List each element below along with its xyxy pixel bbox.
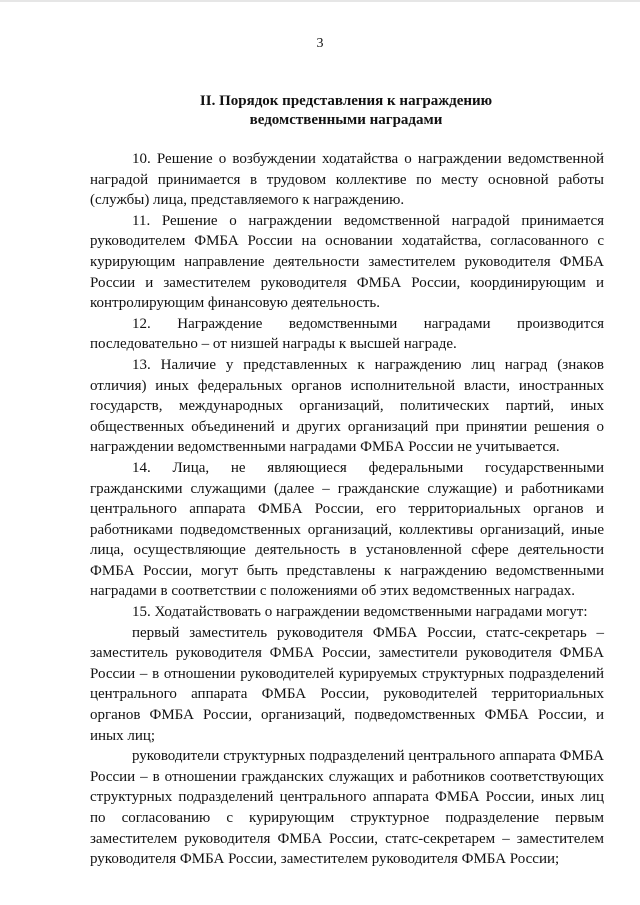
paragraph-10: 10. Решение о возбуждении ходатайства о награждении ведомственной наградой принимается в трудовом коллективе по месту основной работы (службы) лица, представляемого к награждению. (90, 151, 604, 209)
document-body (90, 149, 604, 870)
section-heading (90, 92, 602, 130)
list-item-department-heads: руководители структурных подразделений центрального аппарата ФМБА России – в отношении гражданских служащих и работников соответствующих структурных подразделений центрального аппарата ФМБА России, иных лиц по согласованию с курирующим структурное подразделение первым заместителем руководителя ФМБА России, статс-секретарем – заместителем руководителя ФМБА России, заместителем руководителя ФМБА России; (90, 748, 604, 868)
scan-edge (0, 0, 640, 2)
paragraph-14: 14. Лица, не являющиеся федеральными государственными гражданскими служащими (далее – гражданские служащие) и работниками центрального аппарата ФМБА России, его территориальных органов и работниками подведомственных организаций, коллективы организаций, иные лица, осуществляющие деятельность в установленной сфере деятельности ФМБА России, могут быть представлены к награждению ведомственными наградами в соответствии с положениями об этих ведомственных наградах. (90, 459, 604, 600)
paragraph-11: 11. Решение о награждении ведомственной наградой принимается руководителем ФМБА России на основании ходатайства, согласованного с курирующим направление деятельности заместителем руководителя ФМБА России и заместителем руководителя ФМБА России, координирующим и контролирующим финансовую деятельность. (90, 212, 604, 312)
paragraph-15: 15. Ходатайствовать о награждении ведомственными наградами могут: (132, 604, 588, 621)
section-title-line-1: II. Порядок представления к награждению (199, 93, 493, 109)
paragraph-12: 12. Награждение ведомственными наградами производится последовательно – от низшей награды к высшей награде. (90, 315, 604, 353)
page-number: 3 (316, 36, 324, 51)
section-title-line-2: ведомственными наградами (249, 112, 443, 128)
list-item-first-deputy: первый заместитель руководителя ФМБА России, статс-секретарь – заместитель руководителя ФМБА России, заместители руководителя ФМБА России – в отношении руководителей курируемых структурных подразделений центрального аппарата ФМБА России, руководителей территориальных органов ФМБА России, организаций, подведомственных ФМБА России, и иных лиц; (90, 624, 604, 744)
paragraph-13: 13. Наличие у представленных к награждению лиц наград (знаков отличия) иных федеральных органов исполнительной власти, иностранных государств, международных организаций, политических партий, иных общественных объединений и других организаций при принятии решения о награждении ведомственными наградами ФМБА России не учитывается. (90, 356, 604, 456)
